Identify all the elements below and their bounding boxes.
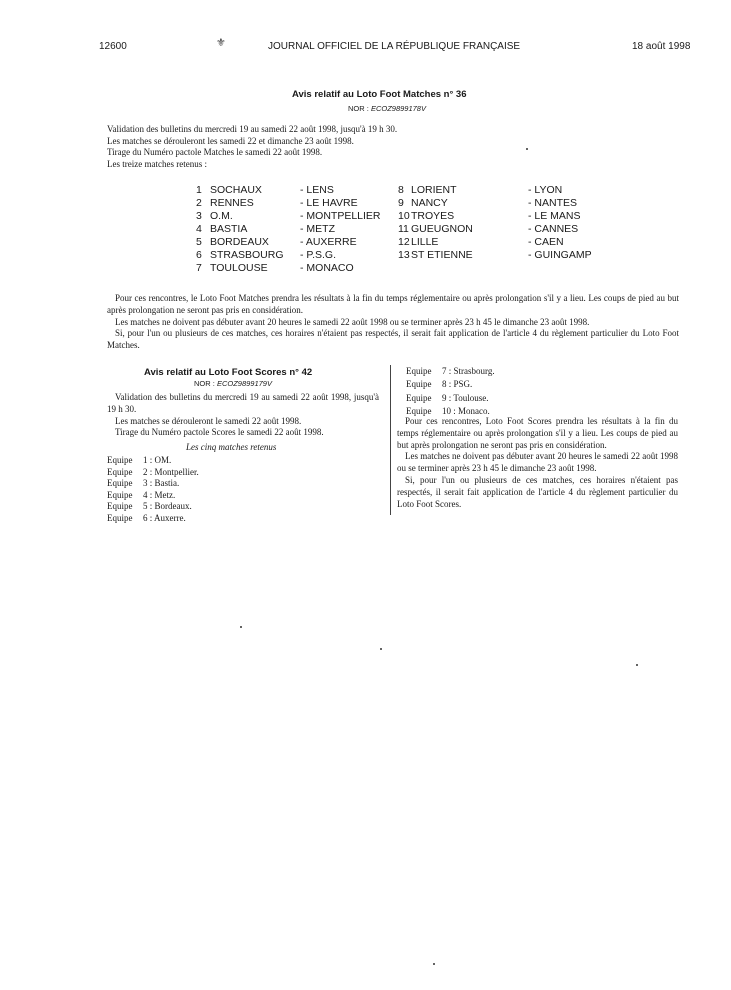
section2-intro-line: Les matches se dérouleront le samedi 22 août 1998. xyxy=(115,415,302,426)
away-team: - NANTES xyxy=(528,197,578,209)
match-number: 10 xyxy=(398,210,410,222)
home-team: RENNES xyxy=(210,197,254,209)
home-team: SOCHAUX xyxy=(210,184,262,196)
match-number: 9 xyxy=(398,197,404,209)
away-team: - LYON xyxy=(528,184,563,196)
equipe-number: 5 : xyxy=(143,501,155,512)
equipe-item xyxy=(107,513,186,523)
section1-title: Avis relatif au Loto Foot Matches n° 36 xyxy=(292,89,467,100)
section2-intro xyxy=(107,392,379,439)
match-number: 6 xyxy=(196,249,202,261)
equipe-item xyxy=(107,467,199,477)
equipe-label: Equipe xyxy=(406,406,432,417)
match-number: 12 xyxy=(398,236,410,248)
match-number: 4 xyxy=(196,223,202,235)
section2-subtitle: Les cinq matches retenus xyxy=(186,442,277,452)
equipe-number: 9 : xyxy=(442,392,454,403)
equipe-number: 4 : xyxy=(143,489,155,500)
publication-date: 18 août 1998 xyxy=(632,41,691,52)
section1-nor xyxy=(348,104,426,113)
away-team: - AUXERRE xyxy=(300,236,357,248)
equipe-item xyxy=(107,501,192,511)
away-team: - MONTPELLIER xyxy=(300,210,381,222)
scan-speck xyxy=(380,648,382,650)
away-team: - CANNES xyxy=(528,223,579,235)
equipe-item xyxy=(406,393,488,403)
equipe-number: 7 : xyxy=(442,366,454,376)
section1-intro-line: Validation des bulletins du mercredi 19 au samedi 22 août 1998, jusqu'à 19 h 30. xyxy=(107,124,398,134)
equipe-item xyxy=(107,490,175,500)
scan-speck xyxy=(433,963,435,965)
section2-paragraph: Les matches ne doivent pas débuter avant 20 heures le samedi 22 août 1998 ou se terminer après 23 h 45 le dimanche 23 août 1998. xyxy=(397,451,678,474)
equipe-item xyxy=(107,455,171,465)
nor-code: ECOZ9899179V xyxy=(216,379,272,388)
equipe-label: Equipe xyxy=(107,513,133,523)
scan-speck xyxy=(526,148,528,150)
section1-intro-line: Les treize matches retenus : xyxy=(107,159,207,169)
equipe-number: 2 : xyxy=(143,466,155,477)
equipe-item xyxy=(107,478,179,488)
column-divider xyxy=(390,365,391,515)
away-team: - LE MANS xyxy=(528,210,581,222)
equipe-label: Equipe xyxy=(107,466,133,477)
equipe-team: Montpellier. xyxy=(154,466,199,477)
journal-title: JOURNAL OFFICIEL DE LA RÉPUBLIQUE FRANÇAISE xyxy=(268,41,521,52)
section2-body xyxy=(397,416,678,510)
equipe-label: Equipe xyxy=(107,501,133,512)
section2-paragraph: Pour ces rencontres, Loto Foot Scores prendra les résultats à la fin du temps réglementaire ou après prolongation s'il y a lieu. Les coups de pied au but après prolongation ne seront pas pris en considération. xyxy=(397,416,678,450)
section2-intro-line: Validation des bulletins du mercredi 19 au samedi 22 août 1998, jusqu'à 19 h 30. xyxy=(107,392,379,414)
match-number: 2 xyxy=(196,197,202,209)
away-team: - GUINGAMP xyxy=(528,249,592,261)
home-team: NANCY xyxy=(411,197,448,209)
section1-body xyxy=(107,293,679,352)
home-team: TOULOUSE xyxy=(210,262,268,274)
equipe-team: Monaco. xyxy=(458,406,490,417)
equipe-label: Equipe xyxy=(406,366,432,376)
section2-intro-line: Tirage du Numéro pactole Scores le samedi 22 août 1998. xyxy=(115,427,324,438)
equipe-label: Equipe xyxy=(107,478,133,489)
section2-nor xyxy=(194,379,272,388)
match-number: 5 xyxy=(196,236,202,248)
home-team: BORDEAUX xyxy=(210,236,269,248)
equipe-team: Metz. xyxy=(154,489,176,500)
equipe-team: Toulouse. xyxy=(453,392,489,403)
section1-paragraph: Si, pour l'un ou plusieurs de ces matches, ces horaires n'étaient pas respectés, il serait fait application de l'article 4 du règlement particulier du Loto Foot Matches. xyxy=(107,328,679,351)
scan-speck xyxy=(240,626,242,628)
home-team: ST ETIENNE xyxy=(411,249,473,261)
match-number: 7 xyxy=(196,262,202,274)
section1-intro-line: Tirage du Numéro pactole Matches le samedi 22 août 1998. xyxy=(107,147,323,157)
match-number: 8 xyxy=(398,184,404,196)
nor-label: NOR : xyxy=(348,104,369,113)
equipe-label: Equipe xyxy=(107,455,133,465)
away-team: - LE HAVRE xyxy=(300,197,358,209)
nor-label: NOR : xyxy=(194,379,215,388)
equipe-team: Auxerre. xyxy=(154,513,186,523)
equipe-team: Bastia. xyxy=(154,478,180,489)
equipe-number: 3 : xyxy=(143,478,155,489)
away-team: - CAEN xyxy=(528,236,564,248)
home-team: BASTIA xyxy=(210,223,248,235)
equipe-number: 8 : xyxy=(442,379,454,390)
match-number: 1 xyxy=(196,184,202,196)
page-number: 12600 xyxy=(99,41,127,52)
equipe-item xyxy=(406,366,495,376)
nor-code: ECOZ9899178V xyxy=(370,104,426,113)
home-team: LORIENT xyxy=(411,184,457,196)
home-team: O.M. xyxy=(210,210,233,222)
away-team: - METZ xyxy=(300,223,335,235)
equipe-label: Equipe xyxy=(107,489,133,500)
away-team: - P.S.G. xyxy=(300,249,336,261)
section2-paragraph: Si, pour l'un ou plusieurs de ces matches, ces horaires n'étaient pas respectés, il serait fait application de l'article 4 du règlement particulier du Loto Foot Scores. xyxy=(397,474,678,509)
equipe-label: Equipe xyxy=(406,392,432,403)
equipe-label: Equipe xyxy=(406,379,432,390)
scan-speck xyxy=(636,664,638,666)
equipe-team: OM. xyxy=(154,455,172,465)
equipe-number: 6 : xyxy=(143,513,155,523)
equipe-item xyxy=(406,379,472,389)
section1-paragraph: Les matches ne doivent pas débuter avant 20 heures le samedi 22 août 1998 ou se terminer après 23 h 45 le dimanche 23 août 1998. xyxy=(115,316,590,327)
equipe-team: Strasbourg. xyxy=(453,366,495,376)
emblem-icon: ⚜ xyxy=(216,37,226,49)
home-team: LILLE xyxy=(411,236,439,248)
equipe-number: 10 : xyxy=(442,406,459,417)
match-number: 11 xyxy=(398,223,409,235)
away-team: - LENS xyxy=(300,184,334,196)
home-team: TROYES xyxy=(411,210,455,222)
home-team: GUEUGNON xyxy=(411,223,473,235)
equipe-team: PSG. xyxy=(453,379,473,390)
match-number: 13 xyxy=(398,249,410,261)
section1-intro-line: Les matches se dérouleront les samedi 22 et dimanche 23 août 1998. xyxy=(107,136,354,146)
section2-title: Avis relatif au Loto Foot Scores n° 42 xyxy=(144,367,313,378)
equipe-team: Bordeaux. xyxy=(154,501,192,512)
home-team: STRASBOURG xyxy=(210,249,284,261)
equipe-number: 1 : xyxy=(143,455,155,465)
equipe-item xyxy=(406,406,490,416)
away-team: - MONACO xyxy=(300,262,354,274)
match-number: 3 xyxy=(196,210,202,222)
section1-paragraph: Pour ces rencontres, le Loto Foot Matches prendra les résultats à la fin du temps réglementaire ou après prolongation s'il y a lieu. Les coups de pied au but après prolongation ne seront pas pris en considération. xyxy=(107,293,679,315)
